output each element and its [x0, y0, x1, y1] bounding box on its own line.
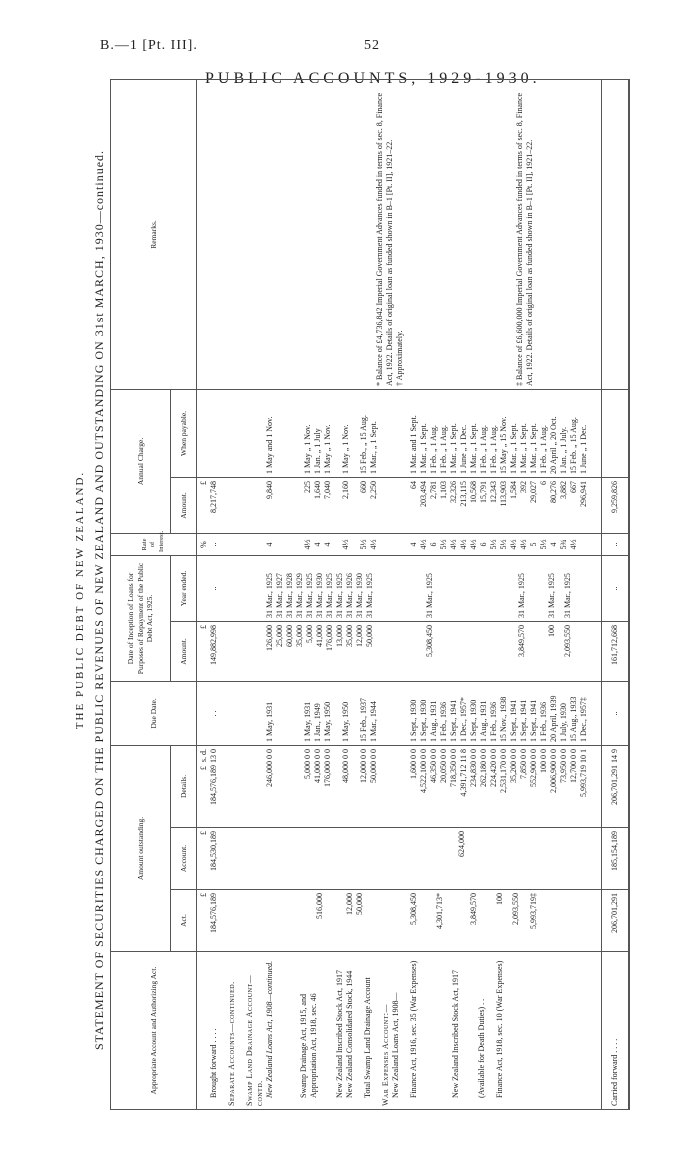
finance1918-amount-2: 667	[569, 480, 578, 493]
swamp-incep-2: 60,000	[285, 624, 294, 647]
pct-sign: %	[199, 541, 208, 548]
swamp-incep-3: 35,000	[295, 624, 304, 647]
cf-payable-empty	[602, 389, 630, 477]
war-sub-amount-1: 10,568	[469, 480, 478, 503]
consol-details: 50,000 0 0	[369, 748, 378, 783]
war-sub-amount-2: 15,791	[479, 480, 488, 503]
swamp-due-2: 1 Jan., 1949	[313, 703, 322, 742]
war-sub-details-3: 224,420 0 0	[489, 748, 498, 787]
finance1918-act-value: 2,093,550	[511, 893, 520, 925]
swamp-year-0: 31 Mar., 1925	[265, 573, 274, 618]
war-sub-details-1: 234,830 0 0	[469, 748, 478, 787]
due-cell	[197, 681, 602, 745]
rotated-table-page	[70, 70, 670, 1130]
pound-sign: £	[199, 831, 208, 835]
finance1918-amount-0: 80,276	[549, 480, 558, 503]
heading-statement: STATEMENT OF SECURITIES CHARGED ON THE PUBLIC REVENUES OF NEW ZEALAND AND OUTSTANDING ON 31st MARCH, 1930—continued.	[92, 149, 106, 1051]
inscribedwar-due-2: 1 Sept., 1941	[519, 699, 528, 742]
finance1918-details-2: 12,700 0 0	[569, 748, 578, 783]
col-amount: Amount.	[170, 477, 196, 533]
finance1916-year: 31 Mar., 1925	[425, 573, 434, 618]
swamp-payable-4: 1 May „ 1 Nov.	[341, 424, 350, 474]
remark-dagger: † Approximately.	[395, 330, 404, 386]
inscribedwar-year: 31 Mar., 1925	[517, 573, 526, 618]
inscribed-1917-label: New Zealand Inscribed Stock Act, 1917	[335, 970, 344, 1098]
swamp-act-value: 516,000	[315, 893, 324, 919]
finance1916-due-4: 1 Sept., 1941	[449, 699, 458, 742]
inscribedwar-amount-4: 6	[539, 480, 548, 485]
last-details: 5,993,719 10 1	[579, 748, 588, 797]
col-payable: When payable.	[170, 389, 196, 477]
swamp-due-0: 1 May, 1931	[265, 701, 274, 742]
consol-due: 1 Mar., 1944	[369, 701, 378, 742]
inscribedwar-payable-4: 1 Feb. „ 1 Aug.	[539, 425, 548, 474]
finance-1916-label: Finance Act, 1916, sec. 35 (War Expenses)	[409, 960, 418, 1098]
finance1916-rate-0: 4	[409, 542, 418, 547]
year-ended-cell	[197, 555, 602, 621]
swamp-year-5: 31 Mar., 1930	[315, 573, 324, 618]
section-war: War Expenses Account:—	[381, 1003, 390, 1106]
bf-year: ..	[209, 586, 218, 591]
last-act-value: 5,993,719‡	[529, 893, 538, 929]
swamp-details-0: 246,000 0 0	[265, 748, 274, 787]
inscribedwar-due-4: 1 Feb., 1936	[539, 701, 548, 742]
cf-act: 206,701,291	[602, 890, 630, 952]
finance1916-due-0: 1 Sept., 1930	[409, 699, 418, 742]
finance1916-rate-1: 4½	[419, 539, 428, 550]
finance1916-details-0: 1,600 0 0	[409, 748, 418, 779]
inscribedwar-rate-0: 5½	[499, 539, 508, 550]
war-sub-due-2: 1 Aug., 1931	[479, 700, 488, 742]
col-annual: Annual Charge.	[111, 389, 171, 533]
swamp-incep-5: 41,000	[315, 624, 324, 647]
inscribed-due: 15 Feb., 1937	[359, 697, 368, 742]
swamp-incep-4: 5,000	[305, 624, 314, 643]
consol-act-value: 50,000	[355, 893, 364, 915]
bf-due: . .	[209, 710, 218, 717]
pound-sign: £	[199, 893, 208, 897]
swamp-amount-4: 2,160	[341, 480, 350, 499]
finance1916-amount-0: 64	[409, 480, 418, 489]
cf-rate: ..	[602, 533, 630, 555]
bf-act: 184,576,189	[209, 893, 218, 933]
inscribedwar-amount-0: 113,903	[499, 480, 508, 507]
consol-rate: 4½	[369, 539, 378, 550]
finance1916-details-1: 4,522,100 0 0	[419, 748, 428, 793]
swamp-due-3: 1 May, 1950	[323, 701, 332, 742]
units-spacer	[199, 955, 209, 1106]
finance1918-incep: 2,093,550	[563, 624, 572, 657]
bf-amount: 8,217,748	[209, 480, 218, 513]
finance1916-details-3: 20,050 0 0	[439, 748, 448, 783]
war-sub-amount-3: 12,343	[489, 480, 498, 503]
payable-cell	[197, 389, 602, 477]
finance1916-act-value: 5,308,450	[409, 893, 418, 925]
finance1916-payable-2: 1 Feb. „ 1 Aug.	[429, 425, 438, 474]
col-details: Details.	[170, 745, 196, 827]
consolidated-1944-label: New Zealand Consolidated Stock, 1944	[345, 970, 354, 1098]
swamp-year-7: 31 Mar., 1925	[335, 573, 344, 618]
rate-cell	[197, 533, 602, 555]
carried-forward-label: Carried forward . . . .	[602, 952, 630, 1110]
swamp-drainage-act: Swamp Drainage Act, 1915, and Appropriation Act, 1918, sec. 46	[299, 993, 318, 1098]
war-sub-rate-1: 4½	[469, 539, 478, 550]
finance1916-due-1: 1 Sept., 1930	[419, 699, 428, 742]
pound-sign: £	[199, 480, 208, 485]
total-swamp-account: 624,000	[457, 831, 466, 857]
swamp-year-4: 31 Mar., 1925	[305, 573, 314, 618]
finance1916-details-2: 46,350 0 0	[429, 748, 438, 783]
swamp-loans-act: New Zealand Loans Act, 1908—continued.	[265, 960, 274, 1098]
inscribedwar-amount-1: 1,584	[509, 480, 518, 499]
page-number: 52	[364, 38, 380, 53]
annual-amount-cell	[197, 477, 602, 533]
war-sub-due-1: 1 Sept., 1930	[469, 699, 478, 742]
swamp-details-3: 176,000 0 0	[323, 748, 332, 787]
war-sub-act-value: 4,301,713*	[435, 893, 444, 929]
swamp-incep-8: 35,000	[345, 624, 354, 647]
swamp-rate-4: 4½	[341, 539, 350, 550]
war-sub-due-0: 1 Dec., 1957*	[459, 697, 468, 742]
finance1918-due-0: 20 April, 1939	[549, 695, 558, 742]
finance1916-payable-4: 1 Mar. „ 1 Sept.	[449, 423, 458, 474]
war-sub-payable-0: 1 June „ 1 Dec.	[459, 424, 468, 474]
swamp-details-1: 5,000 0 0	[303, 748, 312, 779]
cf-remarks-empty	[602, 79, 630, 389]
inscribedwar-details-0: 2,531,170 0 0	[499, 748, 508, 793]
col-approp: Appropriate Account and Authorizing Act.	[111, 952, 197, 1110]
finance1918-due-2: 15 Aug., 1933	[569, 696, 578, 742]
swamp-year-8: 31 Mar., 1926	[345, 573, 354, 618]
finance1918-payable-1: 1 Jan. „ 1 July.	[559, 426, 568, 474]
finance1918-due-1: 1 July, 1930	[559, 703, 568, 742]
war-sub-details-0: 4,391,712 11 8	[459, 748, 468, 797]
consol-incep: 50,000	[365, 624, 374, 647]
incep-amount-cell	[197, 621, 602, 681]
inscribed-details: 12,000 0 0	[359, 748, 368, 783]
inscribedwar-amount-2: 392	[519, 480, 528, 493]
heading-public-debt: THE PUBLIC DEBT OF NEW ZEALAND.	[74, 470, 86, 730]
swamp-payable-1: 1 May „ 1 Nov.	[303, 424, 312, 474]
finance1918-rate-1: 5¾	[559, 539, 568, 550]
last-amount: 296,941	[579, 480, 588, 507]
finance1918-details-1: 73,950 0 0	[559, 748, 568, 783]
inscribedwar-rate-4: 5½	[539, 539, 548, 550]
inscribedwar-due-1: 1 Sept., 1941	[509, 699, 518, 742]
finance1918-rate-0: 4	[549, 542, 558, 547]
finance1916-rate-3: 5½	[439, 539, 448, 550]
inscribedwar-payable-1: 1 Mar. „ 1 Sept.	[509, 423, 518, 474]
swamp-rate-3: 4	[323, 542, 332, 547]
death-act-value: 100	[495, 893, 504, 905]
swamp-incep-1: 25,000	[275, 624, 284, 647]
remarks-cell	[197, 79, 602, 389]
death-incep: 100	[547, 624, 556, 637]
inscribedwar-details-4: 100 0 0	[539, 748, 548, 773]
swamp-details-4: 48,000 0 0	[341, 748, 350, 783]
finance1916-due-2: 1 Aug., 1931	[429, 700, 438, 742]
swamp-amount-2: 1,640	[313, 480, 322, 499]
col-act: Act.	[170, 890, 196, 952]
account-cell	[197, 828, 602, 890]
approp-cell	[197, 952, 602, 1110]
remark-ddagger: ‡ Balance of £6,600,000 Imperial Government Advances funded in terms of sec. 8, Finance Act, 1922. Details of original loan as funded shown in B–1 [Pt. II], 1921–22.	[515, 92, 534, 386]
finance1916-payable-1: 1 Mar. „ 1 Sept.	[419, 423, 428, 474]
section-separate: Separate Accounts—continued.	[227, 981, 236, 1106]
finance1916-amount-4: 32,326	[449, 480, 458, 503]
swamp-rate-1: 4½	[303, 539, 312, 550]
inscribedwar-act-value: 3,849,570	[469, 893, 478, 925]
details-units: £ s. d.	[199, 748, 208, 771]
inscribedwar-rate-1: 4½	[509, 539, 518, 550]
war-loans-act: New Zealand Loans Act, 1908—	[391, 992, 400, 1098]
cf-year: ..	[602, 555, 630, 621]
consol-year: 31 Mar., 1925	[365, 573, 374, 618]
pound-sign: £	[199, 624, 208, 629]
bf-account: 184,530,189	[209, 831, 218, 871]
inscribedwar-due-0: 15 Nov., 1938	[499, 696, 508, 742]
war-sub-payable-3: 1 Feb. „ 1 Aug.	[489, 425, 498, 474]
cf-incep: 161,712,668	[602, 621, 630, 681]
col-incep-amount: Amount.	[170, 621, 196, 681]
war-sub-rate-2: 6	[479, 542, 488, 547]
finance1918-rate-2: 4½	[569, 539, 578, 550]
swamp-year-6: 31 Mar., 1925	[325, 573, 334, 618]
finance1918-payable-2: 15 Feb. „ 15 Aug.	[569, 417, 578, 474]
finance1916-amount-1: 203,494	[419, 480, 428, 507]
war-sub-payable-1: 1 Mar. „ 1 Sept.	[469, 423, 478, 474]
swamp-payable-0: 1 May and 1 Nov.	[265, 416, 274, 474]
inscribed-incep: 12,000	[355, 624, 364, 647]
cf-amount: 9,259,826	[602, 477, 630, 533]
inscribedwar-details-3: 552,900 0 0	[529, 748, 538, 787]
last-payable: 1 June „ 1 Dec.	[579, 424, 588, 474]
swamp-year-3: 31 Mar., 1929	[295, 573, 304, 618]
inscribedwar-incep: 3,849,570	[517, 624, 526, 657]
inscribedwar-due-3: 1 Sept., 1941	[529, 699, 538, 742]
page-title: PUBLIC ACCOUNTS, 1929-1930.	[205, 70, 541, 87]
remark-star: * Balance of £4,736,842 Imperial Government Advances funded in terms of sec. 8, Finance Act, 1922. Details of original loan as funded shown in B–1 [Pt. II], 1921–22.	[375, 92, 394, 386]
cf-details: 206,701,291 14 9	[602, 745, 630, 827]
war-sub-rate-3: 5½	[489, 539, 498, 550]
details-cell	[197, 745, 602, 827]
swamp-payable-3: 1 May „ 1 Nov.	[323, 424, 332, 474]
swamp-details-2: 41,000 0 0	[313, 748, 322, 783]
act-cell	[197, 890, 602, 952]
cf-due: ..	[602, 681, 630, 745]
finance-1918-label: Finance Act, 1918, sec. 10 (War Expenses)	[495, 960, 504, 1098]
swamp-amount-3: 7,040	[323, 480, 332, 499]
finance1916-amount-2: 2,781	[429, 480, 438, 499]
swamp-payable-2: 1 Jan. „ 1 July	[313, 428, 322, 474]
death-year: 31 Mar., 1925	[547, 573, 556, 618]
col-inception: Date of Inception of Loans for Purposes of Repayment of the Public Debt Act, 1925.	[111, 555, 171, 681]
section-swamp: Swamp Land Drainage Account—contd.	[245, 974, 264, 1106]
finance1918-payable-0: 20 April „ 20 Oct.	[549, 416, 558, 474]
swamp-rate-2: 4	[313, 542, 322, 547]
inscribedwar-payable-2: 1 Mar. „ 1 Sept.	[519, 423, 528, 474]
col-due: Due Date.	[111, 681, 197, 745]
inscribedwar-details-2: 7,850 0 0	[519, 748, 528, 779]
inscribed-rate: 5½	[359, 539, 368, 550]
brought-forward-label: Brought forward . . . .	[209, 1028, 218, 1098]
war-sub-details-2: 262,180 0 0	[479, 748, 488, 787]
col-remarks: Remarks.	[111, 79, 197, 389]
col-outstanding: Amount outstanding.	[111, 745, 171, 951]
finance1916-payable-0: 1 Mar. and 1 Sept.	[409, 415, 418, 474]
swamp-year-1: 31 Mar., 1927	[275, 573, 284, 618]
bf-details: 184,576,189 13 0	[209, 748, 218, 805]
swamp-incep-6: 176,000	[325, 624, 334, 651]
finance1916-rate-4: 4½	[449, 539, 458, 550]
war-sub-due-3: 1 Feb., 1936	[489, 701, 498, 742]
inscribed-payable: 15 Feb., „ 15 Aug.	[359, 415, 368, 474]
report-reference: B.—1 [Pt. III].	[100, 38, 198, 53]
finance1916-rate-2: 6	[429, 542, 438, 547]
finance1918-details-0: 2,006,900 0 0	[549, 748, 558, 793]
swamp-amount-1: 225	[303, 480, 312, 493]
war-sub-amount-0: 213,115	[459, 480, 468, 507]
inscribedwar-details-1: 35,200 0 0	[509, 748, 518, 783]
swamp-incep-0: 126,000	[265, 624, 274, 651]
inscribedwar-payable-3: 1 Mar. „ 1 Sept.	[529, 423, 538, 474]
bf-incep: 149,882,998	[209, 624, 218, 665]
inscribed-war-label: New Zealand Inscribed Stock Act, 1917	[451, 970, 460, 1098]
col-year-ended: Year ended.	[170, 555, 196, 621]
consol-amount: 2,250	[369, 480, 378, 499]
swamp-due-4: 1 May, 1950	[341, 701, 350, 742]
inscribedwar-rate-2: 4½	[519, 539, 528, 550]
finance1918-amount-1: 3,882	[559, 480, 568, 499]
finance1916-due-3: 1 Feb., 1936	[439, 701, 448, 742]
swamp-amount-0: 9,840	[265, 480, 274, 499]
swamp-rate-0: 4	[265, 542, 274, 547]
swamp-due-1: 1 May, 1931	[303, 701, 312, 742]
inscribed-act-value: 12,000	[345, 893, 354, 915]
finance1916-amount-3: 1,103	[439, 480, 448, 499]
total-swamp-label: Total Swamp Land Drainage Account	[363, 977, 372, 1098]
col-account: Account.	[170, 828, 196, 890]
war-sub-rate-0: 4½	[459, 539, 468, 550]
finance1916-details-4: 718,350 0 0	[449, 748, 458, 787]
swamp-incep-7: 13,000	[335, 624, 344, 647]
consol-payable: 1 Mar., „ 1 Sept.	[369, 421, 378, 474]
inscribedwar-amount-3: 29,027	[529, 480, 538, 503]
finance1916-incep: 5,308,450	[425, 624, 434, 657]
finance1918-year: 31 Mar., 1925	[563, 573, 572, 618]
finance1916-payable-3: 1 Feb. „ 1 Aug.	[439, 425, 448, 474]
col-rate: Rate of Interest.	[111, 533, 197, 555]
swamp-year-2: 31 Mar., 1928	[285, 573, 294, 618]
inscribed-amount: 660	[359, 480, 368, 493]
death-duties-label: (Available for Death Duties) . .	[477, 998, 486, 1098]
last-due: 1 Dec., 1957‡	[579, 697, 588, 742]
inscribedwar-rate-3: 5	[529, 542, 538, 547]
bf-rate: ..	[209, 542, 218, 547]
cf-account: 185,154,189	[602, 828, 630, 890]
securities-table	[110, 79, 630, 1110]
inscribedwar-payable-0: 15 May „ 15 Nov.	[499, 416, 508, 474]
inscribed-year: 31 Mar., 1930	[355, 573, 364, 618]
war-sub-payable-2: 1 Feb. „ 1 Aug.	[479, 425, 488, 474]
